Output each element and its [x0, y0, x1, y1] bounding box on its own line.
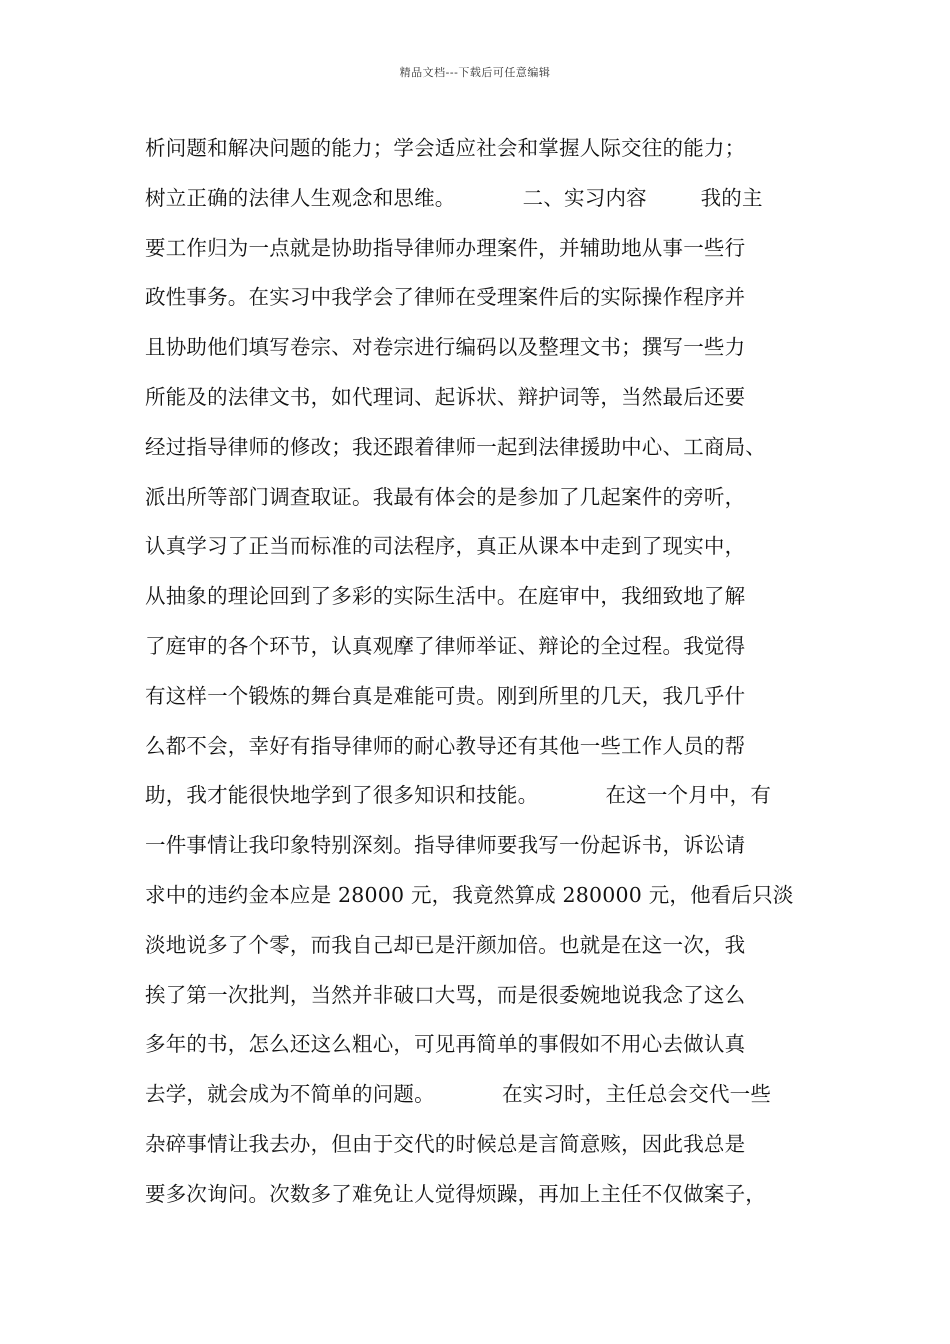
text-line: 有这样一个锻炼的舞台真是难能可贵。刚到所里的几天，我几乎什: [145, 683, 746, 708]
text-line: 树立正确的法律人生观念和思维。 二、实习内容 我的主: [145, 185, 763, 210]
text-line: 从抽象的理论回到了多彩的实际生活中。在庭审中，我细致地了解: [145, 584, 746, 609]
text-line: 挨了第一次批判，当然并非破口大骂，而是很委婉地说我念了这么: [145, 982, 746, 1007]
text-line: 杂碎事情让我去办，但由于交代的时候总是言简意赅，因此我总是: [145, 1131, 746, 1156]
text-line: 多年的书，怎么还这么粗心，可见再简单的事假如不用心去做认真: [145, 1032, 746, 1057]
text-line: 求中的违约金本应是 28000 元，我竟然算成 280000 元，他看后只淡: [145, 882, 794, 907]
text-line: 经过指导律师的修改；我还跟着律师一起到法律援助中心、工商局、: [145, 434, 766, 459]
text-line: 政性事务。在实习中我学会了律师在受理案件后的实际操作程序并: [145, 285, 746, 310]
text-line: 一件事情让我印象特别深刻。指导律师要我写一份起诉书，诉讼请: [145, 833, 746, 858]
text-line: 淡地说多了个零，而我自己却已是汗颜加倍。也就是在这一次，我: [145, 932, 746, 957]
text-line: 么都不会，幸好有指导律师的耐心教导还有其他一些工作人员的帮: [145, 733, 746, 758]
text-line: 要工作归为一点就是协助指导律师办理案件，并辅助地从事一些行: [145, 235, 746, 260]
text-line: 派出所等部门调查取证。我最有体会的是参加了几起案件的旁听，: [145, 484, 746, 509]
text-line: 且协助他们填写卷宗、对卷宗进行编码以及整理文书；撰写一些力: [145, 335, 746, 360]
document-body: [145, 124, 835, 1220]
text-line: 要多次询问。次数多了难免让人觉得烦躁，再加上主任不仅做案子，: [145, 1181, 766, 1206]
text-line: 去学，就会成为不简单的问题。 在实习时，主任总会交代一些: [145, 1082, 772, 1107]
text-line: 析问题和解决问题的能力；学会适应社会和掌握人际交往的能力；: [145, 136, 746, 160]
text-line: 了庭审的各个环节，认真观摩了律师举证、辩论的全过程。我觉得: [145, 633, 746, 658]
page-header: 精品文档---下载后可任意编辑: [399, 66, 551, 79]
text-line: 所能及的法律文书，如代理词、起诉状、辩护词等，当然最后还要: [145, 384, 746, 409]
text-line: 助，我才能很快地学到了很多知识和技能。 在这一个月中，有: [145, 783, 772, 808]
text-line: 认真学习了正当而标准的司法程序，真正从课本中走到了现实中，: [145, 534, 746, 559]
